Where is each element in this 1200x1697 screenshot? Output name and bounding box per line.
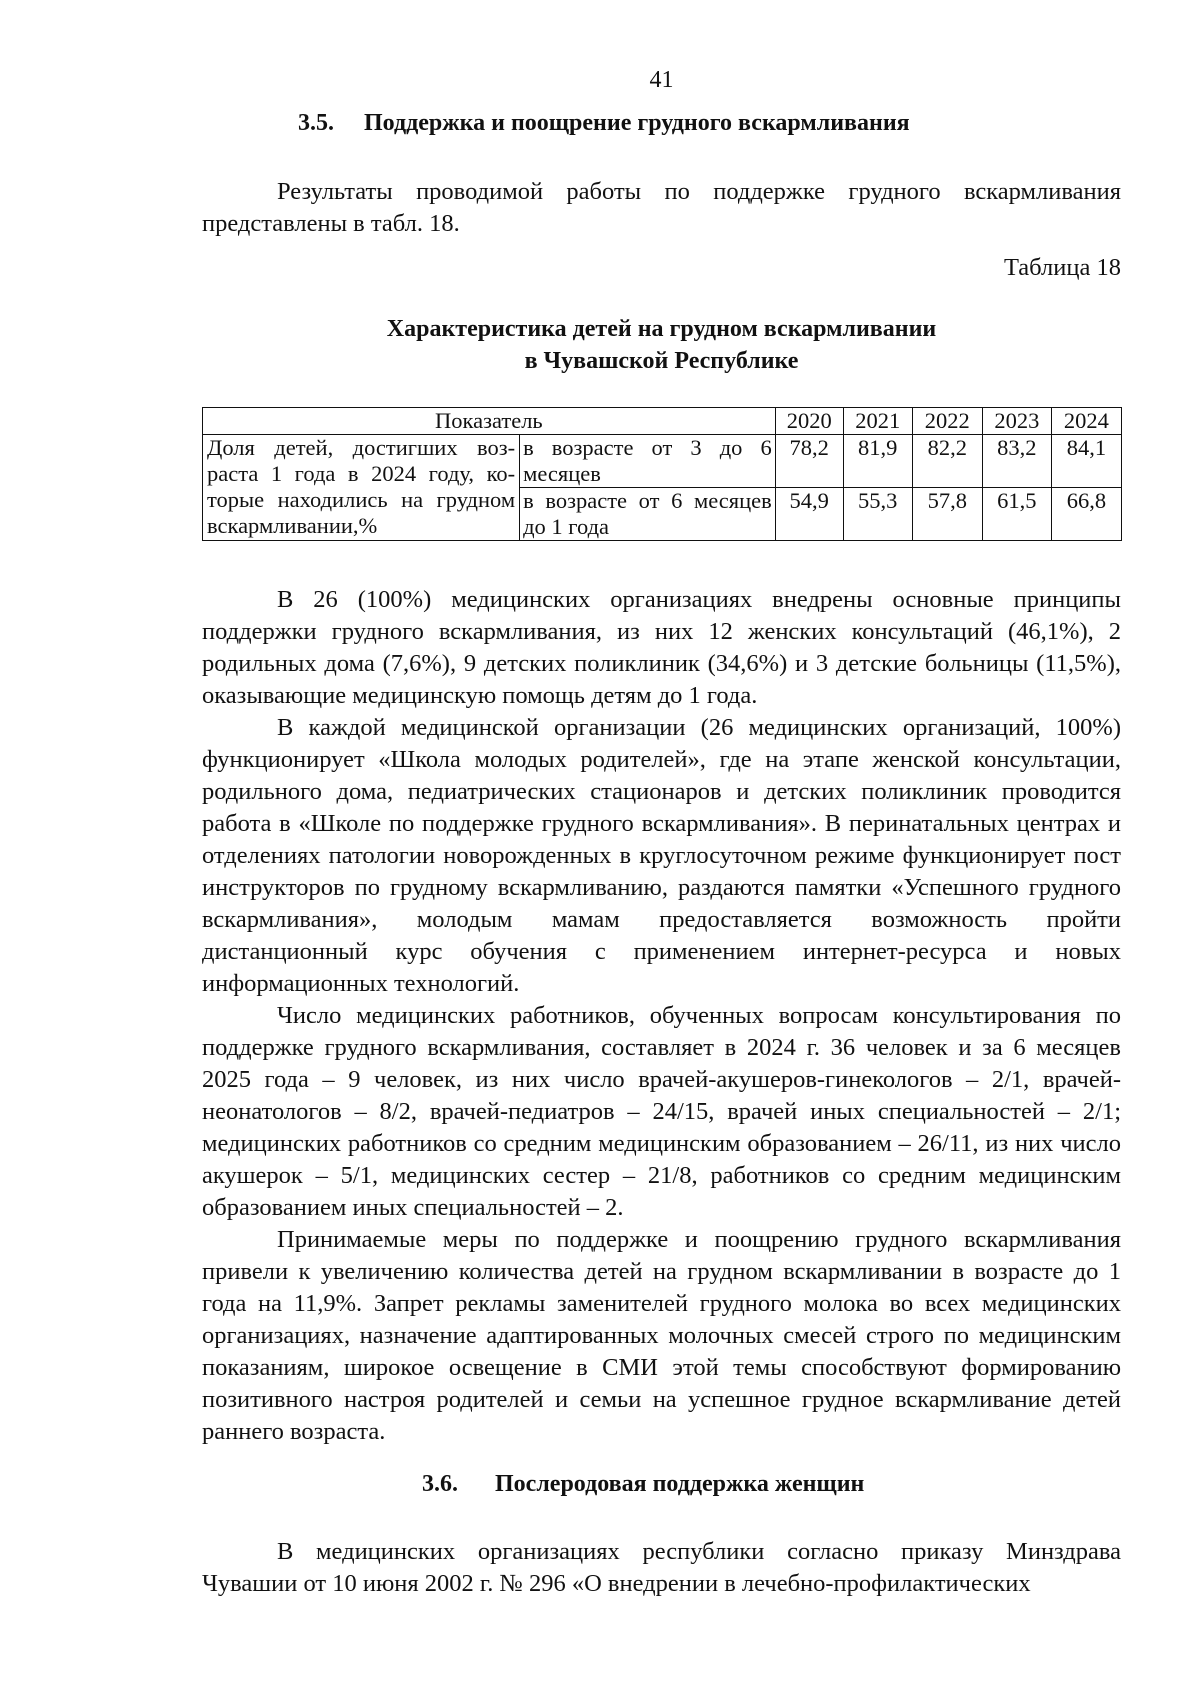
- table-cell: 83,2: [982, 435, 1051, 488]
- body-paragraph: Принимаемые меры по поддержке и поощрению грудного вскармливания привели к увеличению количества детей на грудном вскармливании в возрасте до 1 года на 11,9%. Запрет рекламы заменителей грудного молока во всех медицинских организациях, назначение адаптированных молочных смесей строго по медицинским показаниям, широкое освещение в СМИ этой темы способствуют формированию позитивного настроя родителей и семьи на успешное грудное вскармливание детей раннего возраста.: [202, 1226, 1121, 1445]
- header-year: 2023: [982, 408, 1051, 435]
- table-cell: 84,1: [1051, 435, 1121, 488]
- data-table: [202, 407, 1122, 541]
- header-year: 2024: [1051, 408, 1121, 435]
- table-header-row: [203, 408, 1122, 435]
- table-cell: 55,3: [843, 488, 912, 541]
- table-label: Таблица 18: [1003, 254, 1121, 281]
- table-cell: 66,8: [1051, 488, 1121, 541]
- row-label: в возрасте от 6 месяцев до 1 года: [520, 488, 776, 541]
- table-cell: 81,9: [843, 435, 912, 488]
- section-number: 3.6.: [422, 1471, 458, 1497]
- table-cell: 78,2: [775, 435, 843, 488]
- section-title: Поддержка и поощрение грудного вскармливания: [364, 110, 910, 136]
- page-number: 41: [649, 67, 674, 93]
- intro-paragraph: Результаты проводимой работы по поддержке грудного вскармливания представлены в табл. 18.: [202, 178, 1121, 237]
- header-year: 2020: [775, 408, 843, 435]
- header-indicator: Показатель: [203, 408, 776, 435]
- body-paragraph: В 26 (100%) медицинских организациях внедрены основные принципы поддержки грудного вскармливания, из них 12 женских консультаций (46,1%), 2 родильных дома (7,6%), 9 детских поликлиник (34,6%) и 3 детские больницы (11,5%), оказывающие медицинскую помощь детям до 1 года.: [202, 586, 1121, 709]
- row-label: в возрасте от 3 до 6 месяцев: [520, 435, 776, 488]
- header-year: 2022: [912, 408, 982, 435]
- table-cell: 61,5: [982, 488, 1051, 541]
- section-title: Послеродовая поддержка женщин: [495, 1471, 865, 1497]
- section-number: 3.5.: [298, 110, 334, 136]
- table-cell: 57,8: [912, 488, 982, 541]
- table-caption-line: Характеристика детей на грудном вскармливании: [386, 316, 937, 342]
- body-paragraph: Число медицинских работников, обученных вопросам консультирования по поддержке грудного вскармливания, составляет в 2024 г. 36 человек и за 6 месяцев 2025 года – 9 человек, из них число врачей-акушеров-гинекологов – 2/1, врачей-неонатологов – 8/2, врачей-педиатров – 24/15, врачей иных специальностей – 2/1; медицинских работников со средним медицинским образованием – 26/11, из них число акушерок – 5/1, медицинских сестер – 21/8, работников со средним медицинским образованием иных специальностей – 2.: [202, 1002, 1121, 1221]
- table-caption-line: в Чувашской Республике: [524, 348, 799, 374]
- header-year: 2021: [843, 408, 912, 435]
- body-paragraph: В медицинских организациях республики согласно приказу Минздрава Чувашии от 10 июня 2002 г. № 296 «О внедрении в лечебно-профилактических: [202, 1538, 1121, 1597]
- table-row: [203, 435, 1122, 488]
- row-group-label: Доля детей, достигших возраста 1 года в 2024 году, которые находились на грудном вскармливании,%: [203, 435, 520, 541]
- table-cell: 82,2: [912, 435, 982, 488]
- table-cell: 54,9: [775, 488, 843, 541]
- table-caption: [202, 313, 1121, 377]
- body-paragraph: В каждой медицинской организации (26 медицинских организаций, 100%) функционирует «Школа молодых родителей», где на этапе женской консультации, родильного дома, педиатрических стационаров и детских поликлиник проводится работа в «Школе по поддержке грудного вскармливания». В перинатальных центрах и отделениях патологии новорожденных в круглосуточном режиме функционирует пост инструкторов по грудному вскармливанию, раздаются памятки «Успешного грудного вскармливания», молодым мамам предоставляется возможность пройти дистанционный курс обучения с применением интернет-ресурса и новых информационных технологий.: [202, 714, 1121, 997]
